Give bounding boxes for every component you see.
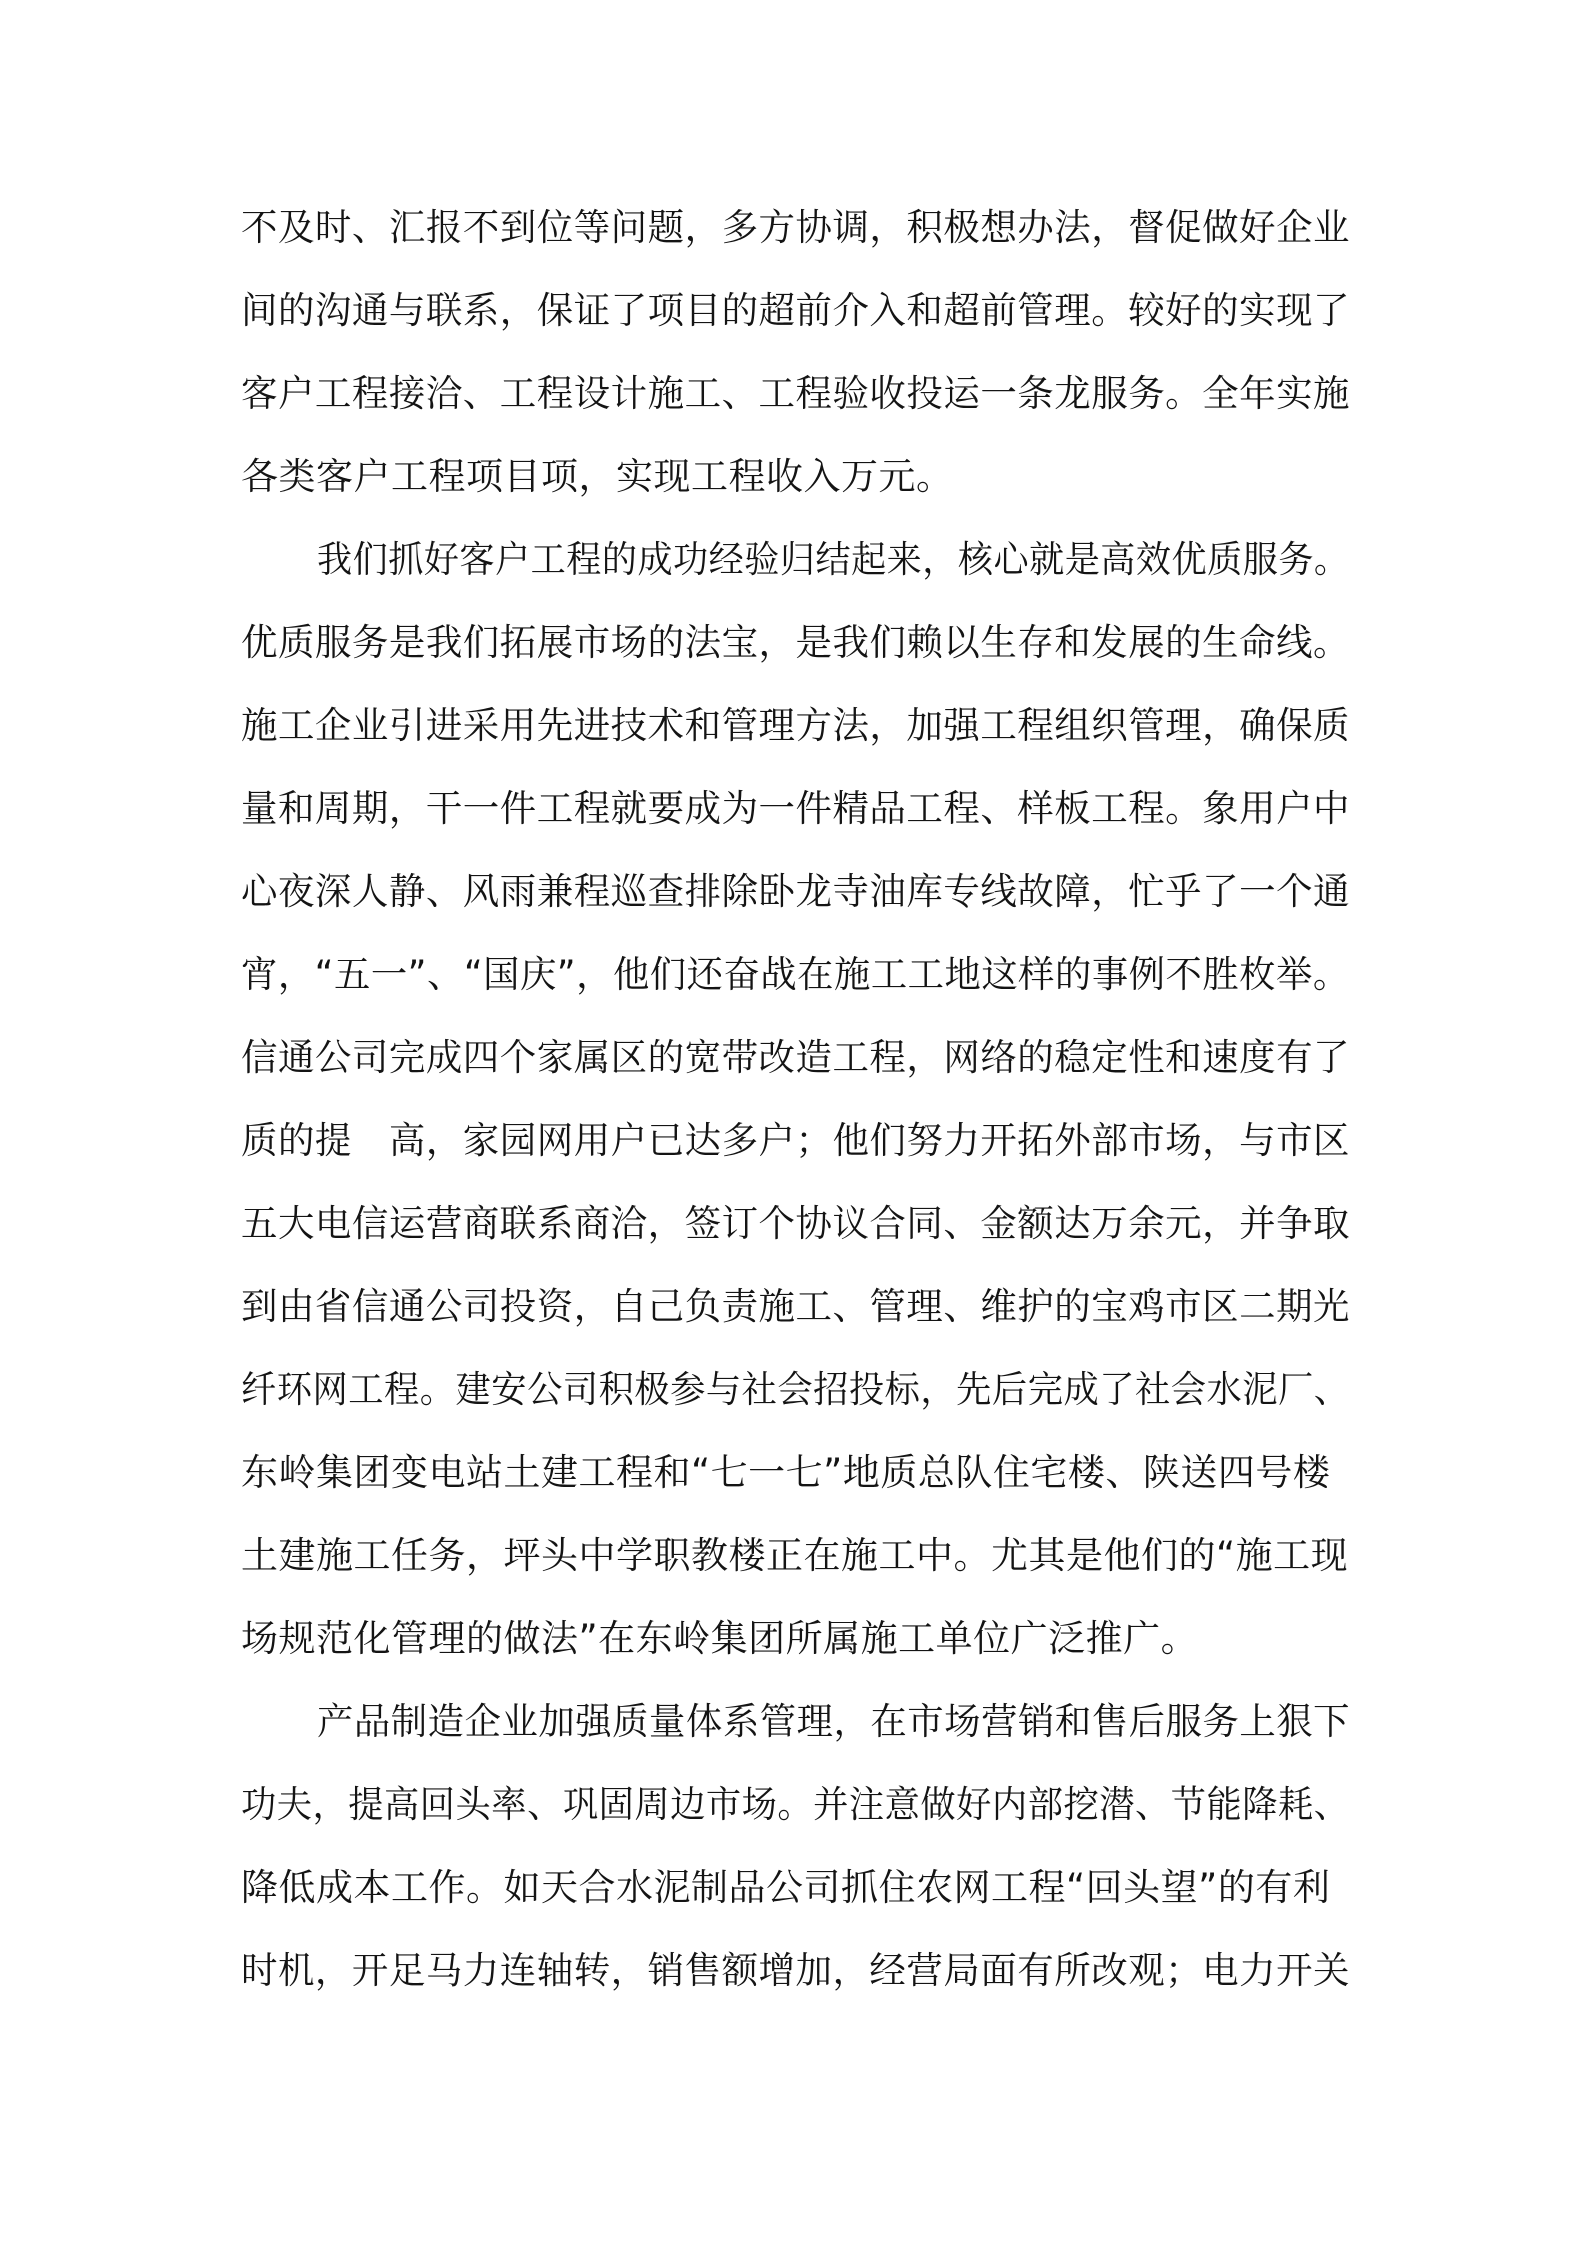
text-line: 五大电信运营商联系商洽，签订个协议合同、金额达万余元，并争取 xyxy=(241,1202,1350,1245)
text-line: 客户工程接洽、工程设计施工、工程验收投运一条龙服务。全年实施 xyxy=(241,372,1350,415)
text-line: 时机，开足马力连轴转，销售额增加，经营局面有所改观；电力开关 xyxy=(241,1949,1350,1992)
text-line: 间的沟通与联系，保证了项目的超前介入和超前管理。较好的实现了 xyxy=(241,289,1350,332)
text-line: 土建施工任务，坪头中学职教楼正在施工中。尤其是他们的“施工现 xyxy=(241,1534,1349,1577)
text-line: 东岭集团变电站土建工程和“七一七”地质总队住宅楼、陕送四号楼 xyxy=(241,1451,1331,1494)
text-line: 量和周期，干一件工程就要成为一件精品工程、样板工程。象用户中 xyxy=(241,787,1350,830)
text-line: 各类客户工程项目项，实现工程收入万元。 xyxy=(241,455,954,498)
text-line: 功夫，提高回头率、巩固周边市场。并注意做好内部挖潜、节能降耗、 xyxy=(241,1783,1350,1826)
text-line: 心夜深人静、风雨兼程巡查排除卧龙寺油库专线故障，忙乎了一个通 xyxy=(241,870,1350,913)
text-line: 到由省信通公司投资，自己负责施工、管理、维护的宝鸡市区二期光 xyxy=(241,1285,1350,1328)
text-line: 信通公司完成四个家属区的宽带改造工程，网络的稳定性和速度有了 xyxy=(241,1036,1350,1079)
text-line: 降低成本工作。如天合水泥制品公司抓住农网工程“回头望”的有利 xyxy=(241,1866,1331,1909)
text-line: 产品制造企业加强质量体系管理，在市场营销和售后服务上狠下 xyxy=(317,1700,1350,1743)
text-line: 宵，“五一”、“国庆”，他们还奋战在施工工地这样的事例不胜枚举。 xyxy=(241,953,1350,996)
text-line: 我们抓好客户工程的成功经验归结起来，核心就是高效优质服务。 xyxy=(317,538,1350,581)
text-line: 优质服务是我们拓展市场的法宝，是我们赖以生存和发展的生命线。 xyxy=(241,621,1350,664)
text-line: 质的提 高，家园网用户已达多户；他们努力开拓外部市场，与市区 xyxy=(241,1119,1350,1162)
text-line: 场规范化管理的做法”在东岭集团所属施工单位广泛推广。 xyxy=(241,1617,1199,1660)
text-line: 施工企业引进采用先进技术和管理方法，加强工程组织管理，确保质 xyxy=(241,704,1350,747)
text-line: 不及时、汇报不到位等问题，多方协调，积极想办法，督促做好企业 xyxy=(241,206,1350,249)
text-line: 纤环网工程。建安公司积极参与社会招投标，先后完成了社会水泥厂、 xyxy=(241,1368,1350,1411)
